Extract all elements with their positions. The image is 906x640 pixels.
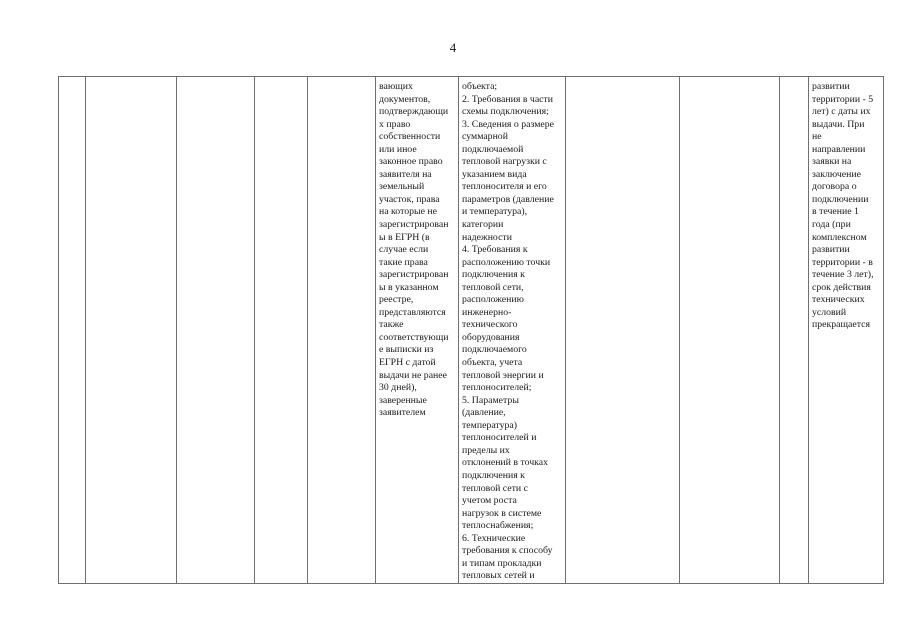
table-cell-validity-term: развитии территории - 5 лет) с даты их выдачи. При не направлении заявки на заключение договора о подключении в течение 1 года (при комплексном развитии территории - в течение 3 лет), срок действия технических условий прекращается	[809, 77, 884, 584]
table-cell-col-2	[86, 77, 177, 584]
document-table	[58, 76, 884, 584]
table-cell-col-9	[680, 77, 780, 584]
table-cell-col-1	[59, 77, 86, 584]
table-cell-documents: вающих документов, подтверждающи х право собственности или иное законное право заявителя на земельный участок, права на которые не зарегистрирован ы в ЕГРН (в случае если такие права зарегистрирован ы в указанном реестре, представляются также соответствующи е выписки из ЕГРН с датой выдачи не ранее 30 дней), заверенные заявителем	[376, 77, 459, 584]
table-cell-col-10	[780, 77, 809, 584]
table-cell-col-5	[308, 77, 376, 584]
table-cell-col-8	[566, 77, 680, 584]
table-cell-col-4	[255, 77, 308, 584]
table-cell-col-3	[177, 77, 255, 584]
page-number: 4	[449, 40, 457, 55]
table-cell-requirements: объекта; 2. Требования в части схемы подключения; 3. Сведения о размере суммарной подключаемой тепловой нагрузки с указанием вида теплоносителя и его параметров (давление и температура), категории надежности 4. Требования к расположению точки подключения к тепловой сети, расположению инженерно- технического оборудования подключаемого объекта, учета тепловой энергии и теплоносителей; 5. Параметры (давление, температура) теплоносителей и пределы их отклонений в точках подключения к тепловой сети с учетом роста нагрузок в системе теплоснабжения; 6. Технические требования к способу и типам прокладки тепловых сетей и	[459, 77, 566, 584]
table-row	[59, 77, 884, 584]
